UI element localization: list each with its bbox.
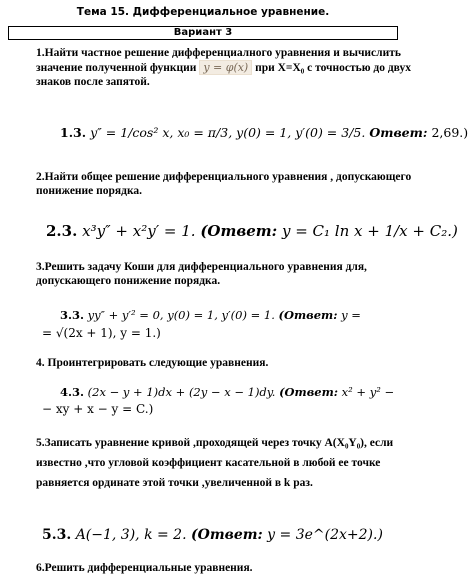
task-2-answer: y = C₁ ln x + 1/x + C₂.) [281,222,458,240]
task-2-statement: 2.Найти общее решение дифференциального уравнения , допускающего понижение порядка. [36,171,412,197]
task-3-number: 3.3. [60,308,85,322]
task-4-problem [60,385,394,399]
task-4-equation: (2x − y + 1)dx + (2y − x − 1)dy. [87,385,276,399]
task-5-number: 5.3. [42,527,72,543]
task-1-answer: 2,69.) [431,125,468,140]
task-1-text-b: при X=X₀ с точностью до двух знаков после запятой. [36,62,411,88]
task-4-number: 4.3. [60,385,85,399]
task-1-text-a: 1.Найти частное решение дифференциалного уравнения и вычислить значение полученной функции [36,47,401,74]
task-1-statement [10,46,424,89]
task-4-statement: 4. Проинтегрировать следующие уравнения. [36,357,269,369]
task-3-answer-label: (Ответ: [278,308,338,322]
task-3-statement: 3.Решить задачу Коши для дифференциального уравнения для, допускающего понижение порядка. [36,261,367,287]
task-3-answer-a: y = [341,308,361,322]
task-1-inline-formula: y = φ(x) [199,60,252,75]
task-5-statement: 5.Записать уравнение кривой ,проходящей через точку A(X₀Y₀), если известно ,что угловой коэффициент касательной в любой ее точке равняется ординате этой точки ,увеличенной в k раз. [36,437,394,489]
task-3-answer-b: = √(2x + 1), y = 1.) [42,326,161,340]
task-6-statement: 6.Решить дифференциальные уравнения. [36,562,253,574]
task-2-answer-label: (Ответ: [200,222,278,240]
task-1-problem [60,125,468,140]
task-5-answer-label: (Ответ: [191,527,263,543]
task-1-number: 1.3. [60,125,87,140]
task-4-answer-b: − xy + x − y = C.) [42,402,154,416]
variant-label: Вариант 3 [8,26,398,40]
task-4-answer-a: x² + y² − [341,385,395,399]
task-5-equation: A(−1, 3), k = 2. [75,527,187,543]
task-2-problem [46,222,458,240]
task-5-answer: y = 3e^(2x+2).) [267,527,383,543]
task-5-problem [42,527,383,543]
task-2-equation: x³y″ + x²y′ = 1. [82,222,196,240]
task-3-problem [60,308,361,322]
page-title: Тема 15. Дифференциальное уравнение. [76,6,330,18]
task-1-equation: y″ = 1/cos² x, x₀ = π/3, y(0) = 1, y′(0) = 3/5. [90,125,366,140]
task-2-number: 2.3. [46,222,78,240]
task-3-equation: yy″ + y′² = 0, y(0) = 1, y′(0) = 1. [87,308,275,322]
task-1-answer-label: Ответ: [369,125,428,140]
task-4-answer-label: (Ответ: [279,385,338,399]
